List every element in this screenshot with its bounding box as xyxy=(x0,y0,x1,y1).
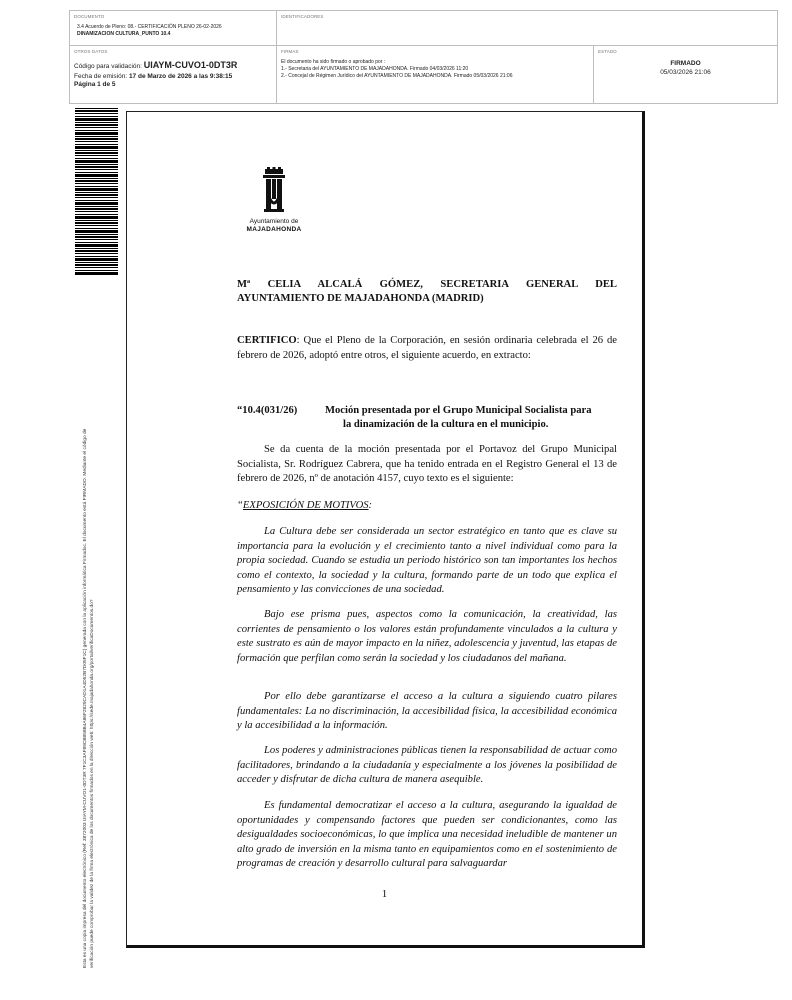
fecha-emision: 17 de Marzo de 2026 a las 9:38:15 xyxy=(128,73,233,80)
certifico-paragraph xyxy=(237,334,617,363)
document-page xyxy=(126,111,645,948)
barcode-image xyxy=(75,108,118,276)
exposicion-title: EXPOSICIÓN DE MOTIVOS xyxy=(242,500,369,511)
paragraph-1: La Cultura debe ser considerada un sector estratégico en tanto que es clave su importancia para la evolución y el crecimiento tanto a nivel individual como para la propia sociedad. Cuando se estudia un periodo histórico son tan importantes los hechos como el contexto, la sociedad y la cultura, formando parte de un todo que explica el pensamiento y las convicciones de una sociedad. xyxy=(237,526,617,596)
documento-line2: DINAMIZACION CULTURA_PUNTO 10.4 xyxy=(77,31,171,37)
certifico-block xyxy=(237,334,617,363)
paragraph-5-block xyxy=(237,799,617,872)
otros-datos-label: OTROS DATOS xyxy=(74,49,108,54)
firmas-label: FIRMAS xyxy=(281,49,299,54)
firma-2: 2.- Concejal de Régimen Jurídico del AYUNTAMIENTO DE MAJADAHONDA. Firmado 05/03/2026 21:06 xyxy=(281,73,513,79)
paragraph-4-block xyxy=(237,744,617,788)
secretary-heading: Mª CELIA ALCALÁ GÓMEZ, SECRETARIA GENERAL DEL AYUNTAMIENTO DE MAJADAHONDA (MADRID) xyxy=(237,279,617,305)
codigo-validacion-row xyxy=(74,61,237,71)
secretary-heading-block xyxy=(237,278,617,307)
page-number: 1 xyxy=(381,888,388,900)
documento-label: DOCUMENTO xyxy=(74,14,105,19)
codigo-validacion[interactable]: UIAYM-CUVO1-0DT3R xyxy=(143,60,238,70)
estado-label: ESTADO xyxy=(598,49,617,54)
certifico-text: : Que el Pleno de la Corporación, en sesión ordinaria celebrada el 26 de febrero de 2026, adoptó entre otros, el siguiente acuerdo, en extracto: xyxy=(237,335,617,361)
agenda-item-number: “10.4(031/26) xyxy=(237,405,298,416)
paragraph-2: Bajo ese prisma pues, aspectos como la comunicación, la creatividad, las corrientes de pensamiento o los valores están profundamente vinculados a la cultura y este sustrato es aún de mayor impacto en la niñez, adolescencia y juventud, las etapas de formación que perfilan como serán la sociedad y los ciudadanos del mañana. xyxy=(237,609,617,664)
coat-of-arms-icon xyxy=(234,167,314,213)
estado-fecha: 05/03/2026 21:06 xyxy=(660,69,711,76)
intro-block xyxy=(237,443,617,487)
firma-1: 1.- Secretaria del AYUNTAMIENTO DE MAJADAHONDA. Firmado 04/03/2026 11:20 xyxy=(281,66,469,72)
paragraph-3-block xyxy=(237,690,617,734)
exposicion-quote: “ xyxy=(237,500,243,511)
agenda-item-title-2: la dinamización de la cultura en el municipio. xyxy=(343,419,549,430)
ayuntamiento-logo xyxy=(234,167,314,237)
firmas-intro: El documento ha sido firmado o aprobado por : xyxy=(281,59,386,65)
estado-cell xyxy=(594,46,777,103)
exposicion-colon: : xyxy=(368,500,373,511)
paragraph-4: Los poderes y administraciones públicas tienen la responsabilidad de actuar como facilitadores, brindando a la ciudadanía y especialmente a los jóvenes la posibilidad de acceder y disfrutar de dicha cultura de manera asequible. xyxy=(237,745,617,786)
estado-value: FIRMADO xyxy=(670,60,701,67)
logo-line1: Ayuntamiento de xyxy=(249,218,299,225)
paragraph-5: Es fundamental democratizar el acceso a la cultura, asegurando la igualdad de oportunidades y compensando factores que pueden ser condicionantes, como las desigualdades socioeconómicas, lo que implica una necesidad ineludible de mantener un alto grado de inversión en la misma tanto en equipamientos como en el sostenimiento de programas de creación y desarrollo cultural para salvaguardar xyxy=(237,800,617,870)
fecha-emision-row xyxy=(74,73,232,81)
side-verification-text-2: verificación puede comprobar la validez de la firma electrónica de los documentos firmados en la dirección web: https://sede.majadahonda.org/portal/verificaDocumentos.do? xyxy=(90,599,95,968)
exposicion-heading xyxy=(237,499,617,514)
fecha-prefix: Fecha de emisión: xyxy=(74,73,128,80)
paragraph-3: Por ello debe garantizarse el acceso a la cultura a siguiendo cuatro pilares fundamentales: La no discriminación, la accesibilidad física, la accesibilidad económica y la accesibilidad a la información. xyxy=(237,691,617,732)
exposicion-block xyxy=(237,499,617,514)
side-verification-text-1: Esta es una copia impresa del documento electrónico (Ref: 3872003 UIAYM-CUVO1-0DT3R 7F1C3AF89CB858B4A86F2825CAD1A4D52B7D05F1C) generada con la aplicación informática Firmadoc. El documento está FIRMADO. Mediante el código de xyxy=(83,428,88,968)
identificadores-label: IDENTIFICADORES xyxy=(281,14,324,19)
intro-paragraph: Se da cuenta de la moción presentada por el Portavoz del Grupo Municipal Socialista, Sr. Rodríguez Cabrera, que ha tenido entrada en el Registro General el 13 de febrero de 2026, nº de anotación 4157, cuyo texto es el siguiente: xyxy=(237,444,617,485)
documento-cell xyxy=(70,11,277,46)
paragraph-1-block xyxy=(237,525,617,598)
pagina-indicator: Página 1 de 5 xyxy=(74,81,116,88)
identificadores-cell xyxy=(277,11,777,46)
paragraph-2-block xyxy=(237,608,617,666)
otros-datos-cell xyxy=(70,46,277,103)
agenda-item-title-1: Moción presentada por el Grupo Municipal Socialista para xyxy=(325,405,592,416)
firmas-cell xyxy=(277,46,594,103)
certifico-label: CERTIFICO xyxy=(237,335,297,346)
documento-line1: 3.4 Acuerdo de Pleno: 08.- CERTIFICACIÓN PLENO 26-02-2026 xyxy=(77,24,222,30)
logo-line2: MAJADAHONDA xyxy=(246,226,302,233)
codigo-prefix: Código para validación: xyxy=(74,63,142,70)
signature-header-table xyxy=(69,10,778,104)
